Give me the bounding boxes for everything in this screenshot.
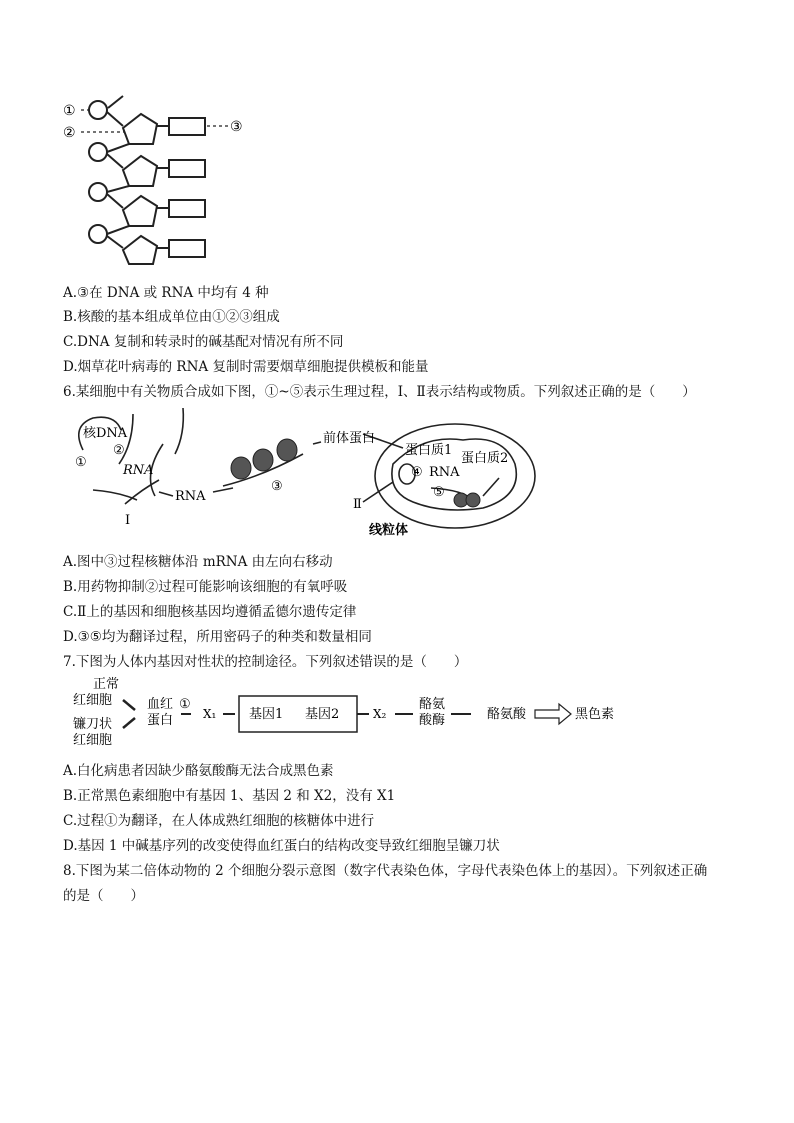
q7-option-d: D.基因 1 中碱基序列的改变使得血红蛋白的结构改变导致红细胞呈镰刀状: [63, 838, 500, 854]
q5-option-b: B.核酸的基本组成单位由①②③组成: [63, 309, 280, 325]
step-3-label: ③: [271, 479, 283, 494]
normal-rbc-label-2: 红细胞: [73, 693, 113, 708]
label-2: ②: [63, 125, 76, 141]
protein-2-label: 蛋白质2: [461, 451, 509, 466]
q8-stem-line-2: 的是（ ）: [63, 888, 144, 904]
rna-label-b: RNA: [175, 489, 206, 504]
x1-label: X₁: [203, 707, 217, 721]
nucleus-dna-label: 核DNA: [83, 426, 128, 441]
gene-control-figure: [63, 670, 623, 754]
q8-stem-line-1: 8.下图为某二倍体动物的 2 个细胞分裂示意图（数字代表染色体，字母代表染色体上的基因）。下列叙述正确: [63, 863, 708, 879]
q5-option-d: D.烟草花叶病毒的 RNA 复制时需要烟草细胞提供模板和能量: [63, 359, 429, 375]
tyrosinase-label-2: 酸酶: [419, 713, 446, 728]
step-2-label: ②: [113, 443, 125, 458]
q7-option-c: C.过程①为翻译，在人体成熟红细胞的核糖体中进行: [63, 813, 375, 829]
x2-label: X₂: [373, 707, 387, 721]
gene-2-label: 基因2: [305, 707, 340, 722]
q6-option-c: C.Ⅱ上的基因和细胞核基因均遵循孟德尔遗传定律: [63, 604, 357, 620]
tyrosine-label: 酪氨酸: [487, 707, 527, 722]
sickle-rbc-label-2: 红细胞: [73, 733, 113, 748]
structure-ii-label: Ⅱ: [353, 497, 362, 512]
sickle-rbc-label-1: 镰刀状: [73, 717, 113, 732]
q7-option-b: B.正常黑色素细胞中有基因 1、基因 2 和 X2，没有 X1: [63, 788, 396, 804]
q6-option-b: B.用药物抑制②过程可能影响该细胞的有氧呼吸: [63, 579, 348, 595]
protein-1-label: 蛋白质1: [405, 443, 453, 458]
tyrosinase-label-1: 酪氨: [419, 697, 446, 712]
label-1: ①: [63, 103, 76, 119]
step-1-label: ①: [75, 455, 87, 470]
q7-option-a: A.白化病患者因缺少酪氨酸酶无法合成黑色素: [63, 763, 334, 779]
melanin-label: 黑色素: [575, 707, 615, 722]
mitochondrion-label: 线粒体: [369, 523, 409, 538]
rna-label-c: RNA: [429, 465, 460, 480]
nucleotide-chain-svg: [63, 88, 248, 266]
protein-synthesis-figure: [63, 404, 553, 542]
process-1-label: ①: [179, 697, 191, 712]
rna-label-a: RNA: [123, 463, 154, 478]
q7-stem: 7.下图为人体内基因对性状的控制途径。下列叙述错误的是（ ）: [63, 654, 468, 670]
hemoglobin-label-1: 血红: [147, 697, 174, 712]
q6-stem: 6.某细胞中有关物质合成如下图，①~⑤表示生理过程，Ⅰ、Ⅱ表示结构或物质。下列叙述正确的是（ ）: [63, 384, 696, 400]
gene-1-label: 基因1: [249, 707, 284, 722]
q5-option-a: A.③在 DNA 或 RNA 中均有 4 种: [63, 285, 269, 301]
protein-synthesis-svg: [63, 404, 553, 542]
precursor-protein-label: 前体蛋白: [323, 431, 376, 446]
gene-control-svg: [63, 670, 623, 754]
nucleotide-chain-figure: [63, 88, 248, 266]
normal-rbc-label-1: 正常: [93, 677, 120, 692]
label-3: ③: [230, 119, 243, 135]
step-4-label: ④: [411, 465, 423, 480]
structure-i-label: Ⅰ: [125, 513, 131, 528]
step-5-label: ⑤: [433, 485, 445, 500]
q5-option-c: C.DNA 复制和转录时的碱基配对情况有所不同: [63, 334, 344, 350]
hemoglobin-label-2: 蛋白: [147, 713, 174, 728]
q6-option-a: A.图中③过程核糖体沿 mRNA 由左向右移动: [63, 554, 333, 570]
q6-option-d: D.③⑤均为翻译过程，所用密码子的种类和数量相同: [63, 629, 372, 645]
